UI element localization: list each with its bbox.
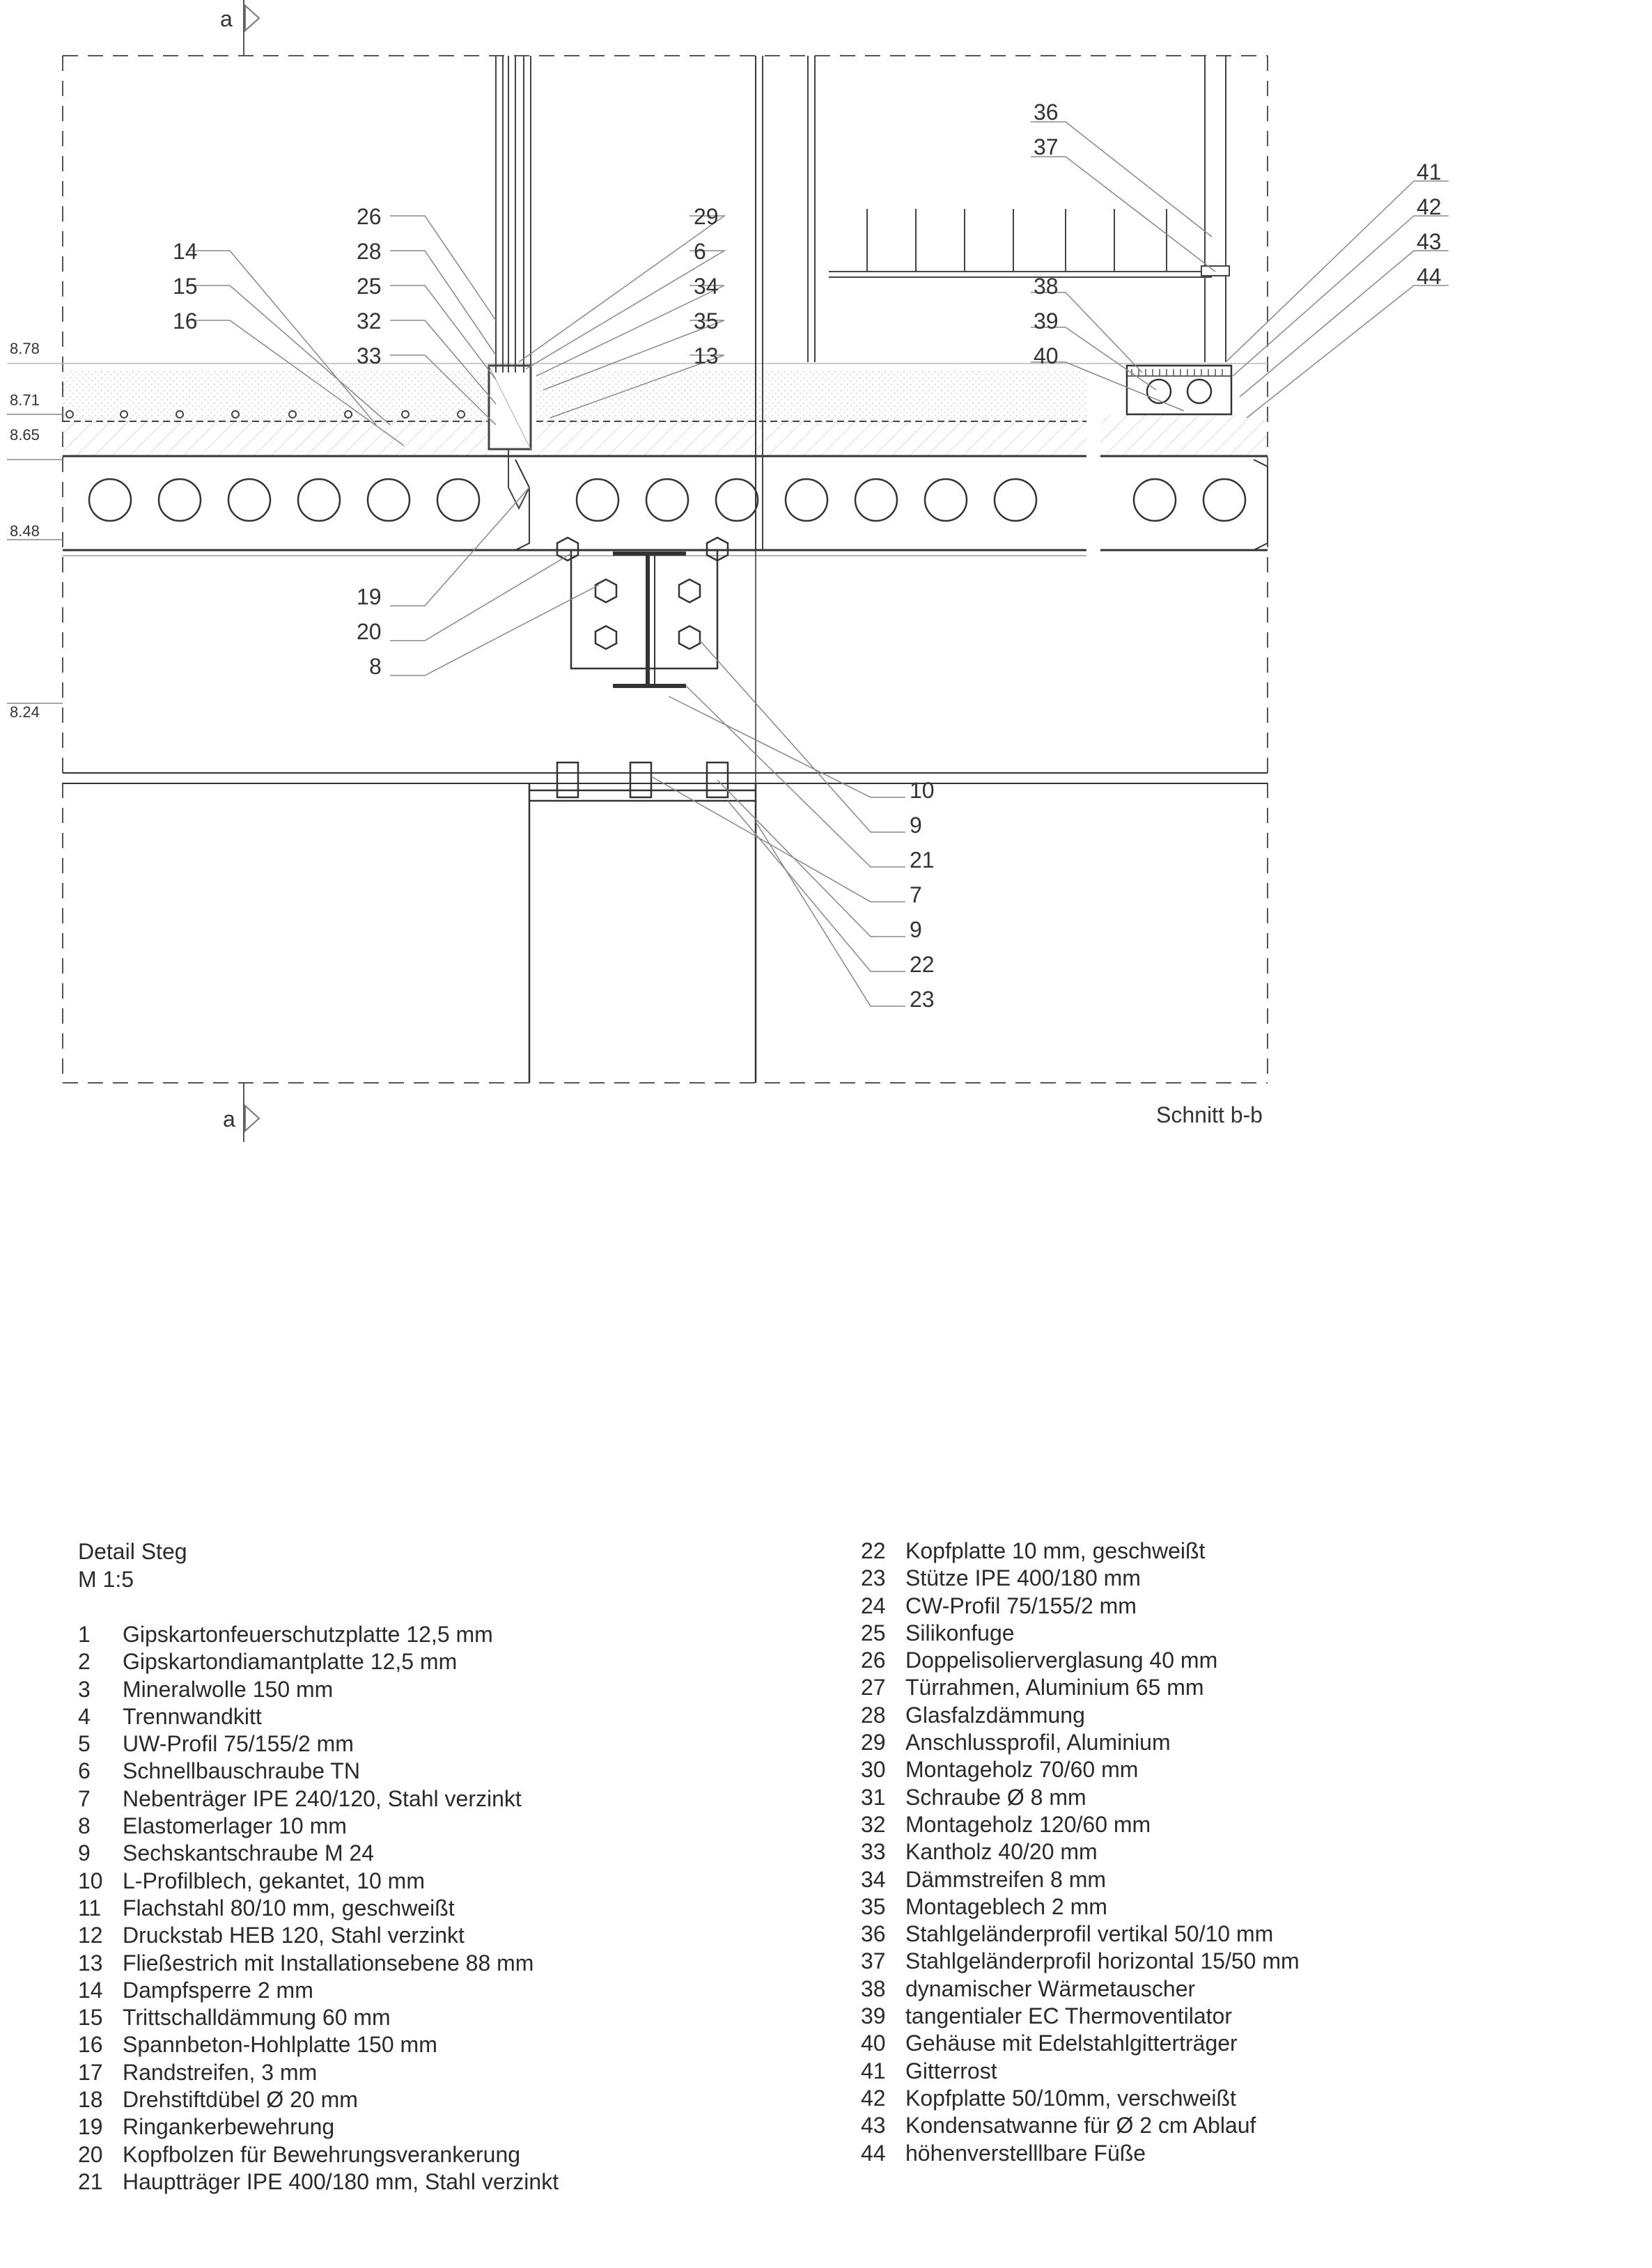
legend-item bbox=[861, 2085, 1627, 2112]
legend-item-number: 41 bbox=[861, 2058, 886, 2083]
legend-item-number: 23 bbox=[861, 1565, 886, 1591]
legend-item-text: Dampfsperre 2 mm bbox=[123, 1977, 313, 2003]
legend-right bbox=[861, 1538, 1627, 2167]
legend-item-number: 27 bbox=[861, 1675, 886, 1700]
callout-23: 23 bbox=[910, 987, 935, 1012]
legend-item-text: Kopfplatte 50/10mm, verschweißt bbox=[905, 2085, 1236, 2111]
callout-15: 15 bbox=[173, 274, 198, 299]
glazing-wall bbox=[489, 56, 531, 508]
level-824: 8.24 bbox=[10, 703, 40, 721]
legend-item bbox=[78, 2004, 844, 2031]
legend-item-number: 32 bbox=[861, 1811, 886, 1837]
legend-item-number: 17 bbox=[78, 2059, 103, 2085]
legend-item-number: 39 bbox=[861, 2003, 886, 2029]
legend-item-text: höhenverstelllbare Füße bbox=[905, 2140, 1146, 2166]
legend-item bbox=[78, 2113, 844, 2141]
legend-item bbox=[861, 1647, 1627, 1674]
section-title: Schnitt b-b bbox=[1156, 1102, 1263, 1127]
legend-item-number: 24 bbox=[861, 1593, 886, 1618]
legend-item-number: 30 bbox=[861, 1757, 886, 1783]
legend-item-text: Flachstahl 80/10 mm, geschweißt bbox=[123, 1895, 455, 1921]
legend-item-number: 33 bbox=[861, 1839, 886, 1865]
legend-item-number: 29 bbox=[861, 1730, 886, 1755]
callout-36: 36 bbox=[1034, 100, 1059, 125]
callout-9b: 9 bbox=[910, 917, 922, 942]
legend-item-number: 40 bbox=[861, 2031, 886, 2056]
section-mark-top bbox=[220, 0, 259, 56]
level-848: 8.48 bbox=[10, 522, 40, 540]
callout-33: 33 bbox=[357, 343, 382, 368]
legend-item-text: Kantholz 40/20 mm bbox=[905, 1839, 1098, 1865]
legend-item-text: UW-Profil 75/155/2 mm bbox=[123, 1731, 354, 1757]
legend-item-text: Gipskartondiamantplatte 12,5 mm bbox=[123, 1649, 458, 1675]
legend-item-text: L-Profilblech, gekantet, 10 mm bbox=[123, 1868, 425, 1893]
legend-item-text: Randstreifen, 3 mm bbox=[123, 2059, 318, 2085]
legend-item bbox=[861, 1838, 1627, 1866]
legend-item-number: 43 bbox=[861, 2113, 886, 2138]
legend-item bbox=[861, 1620, 1627, 1647]
legend-item-number: 31 bbox=[861, 1784, 886, 1810]
callout-6: 6 bbox=[694, 239, 706, 264]
legend-item-text: Nebenträger IPE 240/120, Stahl verzinkt bbox=[123, 1785, 522, 1811]
legend-item-number: 19 bbox=[78, 2114, 103, 2140]
legend-item-number: 35 bbox=[861, 1893, 886, 1919]
hollow-core-slab bbox=[63, 446, 1268, 557]
legend-item-number: 25 bbox=[861, 1620, 886, 1645]
legend-item bbox=[861, 1811, 1627, 1838]
legend-item bbox=[861, 2003, 1627, 2030]
callout-40: 40 bbox=[1034, 343, 1059, 368]
legend-item bbox=[78, 1813, 844, 1840]
slab-cores bbox=[89, 479, 1245, 521]
legend-item-number: 44 bbox=[861, 2140, 886, 2166]
legend-item-text: Stütze IPE 400/180 mm bbox=[905, 1565, 1141, 1591]
legend-item-number: 16 bbox=[78, 2032, 103, 2058]
legend-item-text: CW-Profil 75/155/2 mm bbox=[905, 1593, 1137, 1618]
legend-item-number: 21 bbox=[78, 2168, 103, 2194]
legend-item-number: 36 bbox=[861, 1921, 886, 1947]
legend-item-text: Spannbeton-Hohlplatte 150 mm bbox=[123, 2032, 437, 2058]
legend-item bbox=[78, 1676, 844, 1703]
legend-item bbox=[861, 2058, 1627, 2085]
legend-item bbox=[78, 1730, 844, 1758]
legend-item bbox=[78, 2168, 844, 2196]
legend-item-number: 34 bbox=[861, 1866, 886, 1892]
main-beam bbox=[571, 550, 717, 686]
frame-dashed bbox=[63, 56, 1268, 1083]
callout-39: 39 bbox=[1034, 308, 1059, 334]
legend-item-text: Montageholz 120/60 mm bbox=[905, 1811, 1151, 1837]
callout-10: 10 bbox=[910, 778, 935, 803]
callout-20: 20 bbox=[357, 619, 382, 644]
legend-item bbox=[78, 1648, 844, 1675]
callout-22: 22 bbox=[910, 952, 935, 977]
legend-item-text: Mineralwolle 150 mm bbox=[123, 1676, 334, 1702]
legend-item-number: 10 bbox=[78, 1868, 103, 1893]
legend-title: Detail Steg bbox=[78, 1539, 187, 1564]
legend-item-number: 20 bbox=[78, 2141, 103, 2167]
legend-item-number: 4 bbox=[78, 1703, 91, 1729]
callout-19: 19 bbox=[357, 584, 382, 609]
legend-item bbox=[78, 1868, 844, 1895]
legend-item-text: Trennwandkitt bbox=[123, 1703, 262, 1729]
legend-item-text: Türrahmen, Aluminium 65 mm bbox=[905, 1675, 1204, 1700]
callout-8: 8 bbox=[369, 654, 382, 679]
legend-item bbox=[78, 1977, 844, 2004]
level-865: 8.65 bbox=[10, 426, 40, 444]
legend-item bbox=[861, 1976, 1627, 2003]
legend-item bbox=[78, 2141, 844, 2168]
legend-item-text: Druckstab HEB 120, Stahl verzinkt bbox=[123, 1923, 465, 1948]
legend-item bbox=[861, 1702, 1627, 1729]
legend-item-number: 26 bbox=[861, 1648, 886, 1673]
legend-item-text: Dämmstreifen 8 mm bbox=[905, 1866, 1107, 1892]
legend-item-text: Kopfbolzen für Bewehrungsverankerung bbox=[123, 2141, 521, 2167]
legend-item-number: 38 bbox=[861, 1976, 886, 2001]
callout-14: 14 bbox=[173, 239, 198, 264]
legend-item bbox=[861, 1729, 1627, 1756]
legend-item-number: 7 bbox=[78, 1785, 91, 1811]
legend-left bbox=[78, 1538, 844, 2196]
callout-21: 21 bbox=[910, 847, 935, 873]
legend-item-number: 2 bbox=[78, 1649, 91, 1675]
legend-item-text: Sechskantschraube M 24 bbox=[123, 1840, 375, 1866]
legend-item-text: Ringankerbewehrung bbox=[123, 2114, 335, 2140]
legend-item bbox=[78, 2031, 844, 2058]
legend-item-number: 1 bbox=[78, 1622, 91, 1647]
legend-item bbox=[861, 1948, 1627, 1975]
legend-item bbox=[78, 1840, 844, 1867]
legend-item-number: 3 bbox=[78, 1676, 91, 1702]
callout-34: 34 bbox=[694, 274, 719, 299]
callout-16: 16 bbox=[173, 308, 198, 334]
legend-item-number: 28 bbox=[861, 1702, 886, 1728]
legend-list-right bbox=[861, 1538, 1627, 2167]
legend-item bbox=[78, 1621, 844, 1648]
legend-item-text: Gipskartonfeuerschutzplatte 12,5 mm bbox=[123, 1622, 493, 1647]
legend-item-number: 6 bbox=[78, 1758, 91, 1784]
legend-item-number: 9 bbox=[78, 1840, 91, 1866]
legend-item-text: Hauptträger IPE 400/180 mm, Stahl verzinkt bbox=[123, 2168, 559, 2194]
legend-item-text: Schraube Ø 8 mm bbox=[905, 1784, 1086, 1810]
legend-item-text: Kopfplatte 10 mm, geschweißt bbox=[905, 1538, 1206, 1563]
legend-scale: M 1:5 bbox=[78, 1567, 134, 1592]
legend-item bbox=[78, 1785, 844, 1813]
legend-item-text: Anschlussprofil, Aluminium bbox=[905, 1730, 1171, 1755]
legend-list-left bbox=[78, 1621, 844, 2196]
legend-item-text: tangentialer EC Thermoventilator bbox=[905, 2003, 1232, 2029]
legend-item-text: Silikonfuge bbox=[905, 1620, 1015, 1645]
legend-item bbox=[861, 1893, 1627, 1921]
callout-26: 26 bbox=[357, 204, 382, 229]
section-mark-bottom bbox=[223, 1083, 259, 1142]
callout-37: 37 bbox=[1034, 134, 1059, 159]
railing bbox=[756, 56, 1229, 550]
legend-item-number: 11 bbox=[78, 1895, 102, 1921]
callout-9a: 9 bbox=[910, 813, 922, 838]
lower-structure bbox=[63, 56, 1268, 1083]
callout-38: 38 bbox=[1034, 274, 1059, 299]
callout-35: 35 bbox=[694, 308, 719, 334]
legend-item-number: 18 bbox=[78, 2087, 103, 2113]
legend-item-text: Montageblech 2 mm bbox=[905, 1893, 1107, 1919]
legend-item-text: Gitterrost bbox=[905, 2058, 997, 2083]
legend-item-text: Stahlgeländerprofil vertikal 50/10 mm bbox=[905, 1921, 1274, 1947]
legend-item-text: Stahlgeländerprofil horizontal 15/50 mm bbox=[905, 1948, 1300, 1974]
callout-42: 42 bbox=[1417, 194, 1442, 219]
callout-41: 41 bbox=[1417, 159, 1442, 185]
callout-44: 44 bbox=[1417, 264, 1442, 289]
legend-item bbox=[861, 1784, 1627, 1811]
legend-item-text: Trittschalldämmung 60 mm bbox=[123, 2005, 391, 2031]
legend-item bbox=[861, 1538, 1627, 1565]
callout-29: 29 bbox=[694, 204, 719, 229]
legend-item-text: Kondensatwanne für Ø 2 cm Ablauf bbox=[905, 2113, 1256, 2138]
legend-item-number: 22 bbox=[861, 1538, 886, 1563]
legend-item bbox=[78, 1922, 844, 1949]
legend-item bbox=[861, 1593, 1627, 1620]
callout-25: 25 bbox=[357, 274, 382, 299]
legend-item-text: Montageholz 70/60 mm bbox=[905, 1757, 1139, 1783]
legend-item-number: 15 bbox=[78, 2005, 103, 2031]
lower-bolts bbox=[557, 762, 728, 797]
section-mark-label-bottom: a bbox=[223, 1106, 235, 1132]
legend-item bbox=[78, 1758, 844, 1785]
legend-item-number: 13 bbox=[78, 1950, 103, 1976]
legend-item-text: Drehstiftdübel Ø 20 mm bbox=[123, 2087, 358, 2113]
section-mark-label-top: a bbox=[220, 6, 233, 31]
legend-item-text: Doppelisolierverglasung 40 mm bbox=[905, 1648, 1218, 1673]
legend-item bbox=[78, 1703, 844, 1730]
legend-item-text: Schnellbauschraube TN bbox=[123, 1758, 360, 1784]
legend-item bbox=[861, 1756, 1627, 1783]
legend-item bbox=[78, 2086, 844, 2113]
legend-item-number: 37 bbox=[861, 1948, 886, 1974]
legend-item bbox=[861, 2030, 1627, 2057]
legend-item-number: 8 bbox=[78, 1813, 91, 1839]
callout-13: 13 bbox=[694, 343, 719, 368]
legend-item bbox=[861, 1565, 1627, 1592]
legend-item bbox=[78, 2059, 844, 2086]
legend-item-text: Gehäuse mit Edelstahlgitterträger bbox=[905, 2031, 1238, 2056]
callout-28: 28 bbox=[357, 239, 382, 264]
level-878: 8.78 bbox=[10, 340, 40, 357]
level-871: 8.71 bbox=[10, 391, 40, 409]
callout-32: 32 bbox=[357, 308, 382, 334]
legend-item bbox=[78, 1895, 844, 1922]
legend-item bbox=[861, 1866, 1627, 1893]
legend-item bbox=[861, 2112, 1627, 2139]
legend-item-text: Fließestrich mit Installationsebene 88 mm bbox=[123, 1950, 534, 1976]
legend-item-text: Elastomerlager 10 mm bbox=[123, 1813, 347, 1839]
legend-item-text: Glasfalzdämmung bbox=[905, 1702, 1085, 1728]
screed-layer bbox=[63, 369, 1268, 456]
legend-item bbox=[78, 1950, 844, 1977]
legend-item-text: dynamischer Wärmetauscher bbox=[905, 1976, 1196, 2001]
callout-7: 7 bbox=[910, 882, 922, 907]
legend-item-number: 12 bbox=[78, 1923, 103, 1948]
legend-item-number: 14 bbox=[78, 1977, 103, 2003]
callout-43: 43 bbox=[1417, 229, 1442, 254]
legend-item bbox=[861, 1674, 1627, 1701]
grating bbox=[1132, 369, 1222, 376]
legend-item-number: 5 bbox=[78, 1731, 91, 1757]
legend-item-number: 42 bbox=[861, 2085, 886, 2111]
legend-item bbox=[861, 2140, 1627, 2167]
legend-item bbox=[861, 1921, 1627, 1948]
